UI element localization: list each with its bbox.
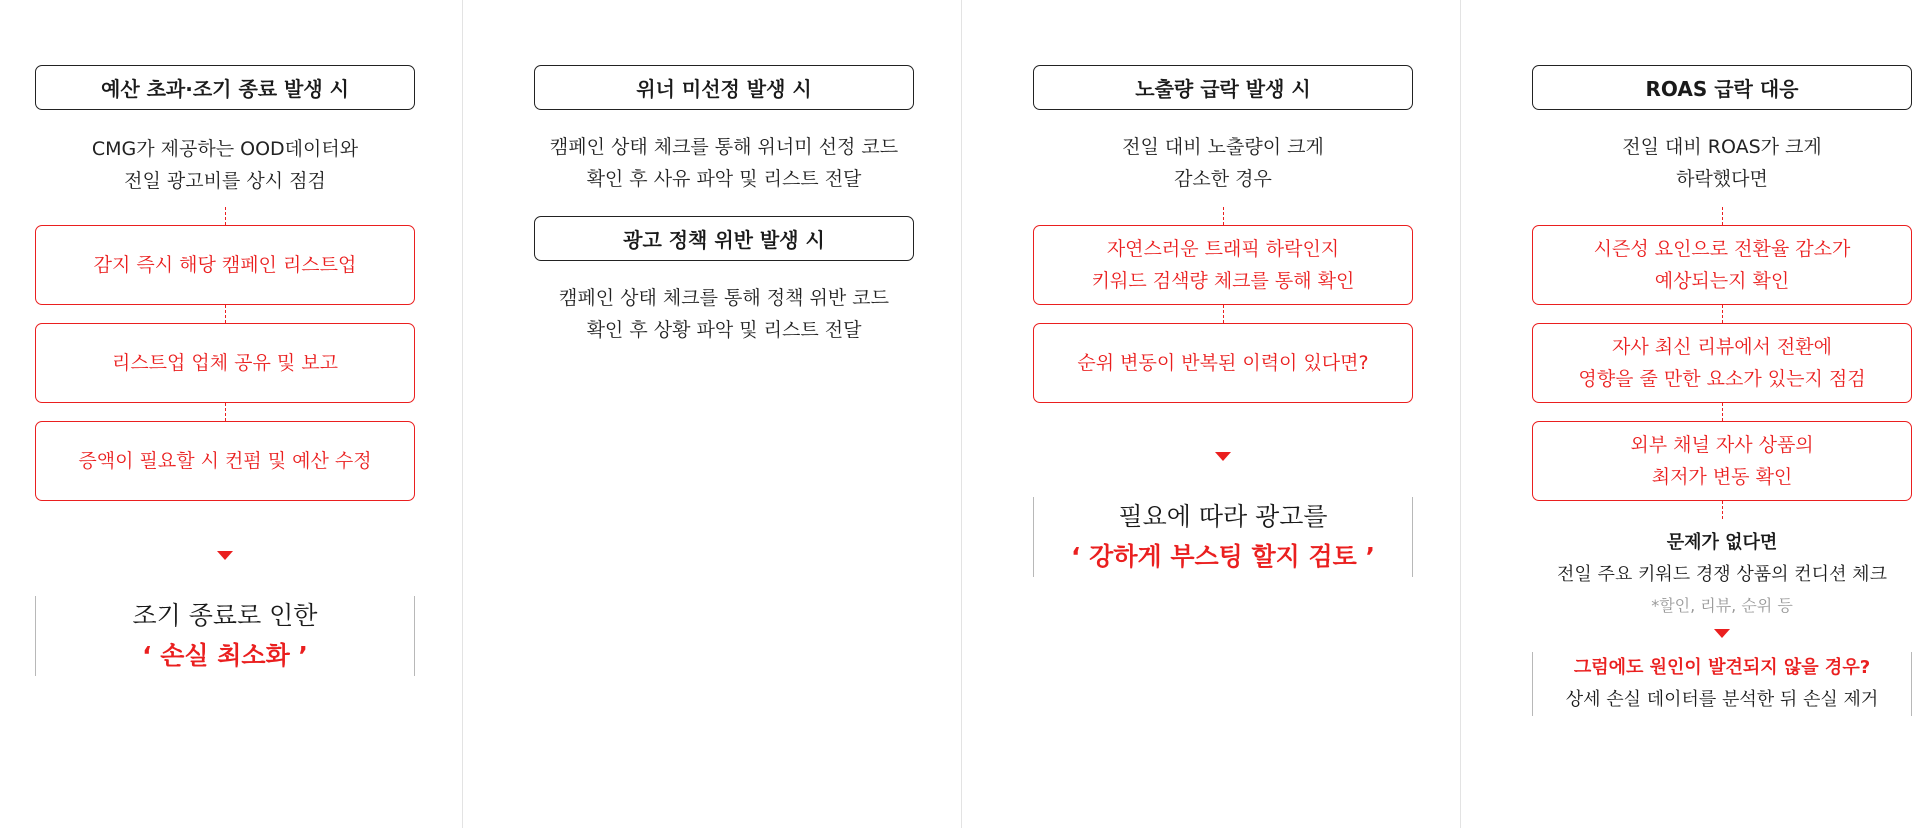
dashed-connector: [1722, 305, 1723, 323]
result-text: 필요에 따라 광고를: [1118, 502, 1328, 531]
dashed-connector: [1722, 501, 1723, 519]
header-policy-violation: 광고 정책 위반 발생 시: [534, 216, 914, 261]
final-title: 그럼에도 원인이 발견되지 않을 경우?: [1573, 657, 1871, 678]
step-box: 시즌성 요인으로 전환율 감소가 예상되는지 확인: [1532, 225, 1912, 305]
dashed-connector: [1722, 403, 1723, 421]
arrow-down-icon: [217, 551, 233, 560]
step-box: 자연스러운 트래픽 하락인지 키워드 검색량 체크를 통해 확인: [1033, 225, 1413, 305]
column-roas-drop: [1472, 0, 1920, 828]
header-winner: 위너 미선정 발생 시: [534, 65, 914, 110]
column-impression-drop: [973, 0, 1473, 828]
column-winner: [474, 0, 974, 828]
final-text: 상세 손실 데이터를 분석한 뒤 손실 제거: [1565, 689, 1879, 710]
header-budget-overrun: 예산 초과·조기 종료 발생 시: [35, 65, 415, 110]
dashed-connector: [1722, 207, 1723, 225]
header-roas-drop: ROAS 급락 대응: [1532, 65, 1912, 110]
header-impression-drop: 노출량 급락 발생 시: [1033, 65, 1413, 110]
result-box: [1033, 497, 1413, 577]
result-highlight: ‘ 강하게 부스팅 할지 검토 ’: [1070, 542, 1375, 571]
arrow-down-icon: [1714, 629, 1730, 638]
check-note: *할인, 리뷰, 순위 등: [1651, 596, 1793, 615]
final-box: [1532, 652, 1912, 716]
result-highlight: ‘ 손실 최소화 ’: [142, 641, 308, 670]
description: CMG가 제공하는 OOD데이터와 전일 광고비를 상시 점검: [91, 138, 359, 192]
check-text: 전일 주요 키워드 경쟁 상품의 컨디션 체크: [1557, 564, 1887, 585]
description: 전일 대비 ROAS가 크게 하락했다면: [1622, 136, 1822, 190]
step-box: 리스트업 업체 공유 및 보고: [35, 323, 415, 403]
step-box: 자사 최신 리뷰에서 전환에 영향을 줄 만한 요소가 있는지 점검: [1532, 323, 1912, 403]
dashed-connector: [225, 207, 226, 225]
dashed-connector: [1223, 305, 1224, 323]
result-text: 조기 종료로 인한: [132, 601, 318, 630]
dashed-connector: [1223, 207, 1224, 225]
dashed-connector: [225, 403, 226, 421]
check-title: 문제가 없다면: [1666, 532, 1778, 553]
step-box: 증액이 필요할 시 컨펌 및 예산 수정: [35, 421, 415, 501]
step-box: 순위 변동이 반복된 이력이 있다면?: [1033, 323, 1413, 403]
description: 캠페인 상태 체크를 통해 정책 위반 코드 확인 후 상황 파악 및 리스트 전달: [559, 287, 889, 341]
description: 전일 대비 노출량이 크게 감소한 경우: [1122, 136, 1324, 190]
step-box: 감지 즉시 해당 캠페인 리스트업: [35, 225, 415, 305]
arrow-down-icon: [1215, 452, 1231, 461]
column-budget-overrun: [0, 0, 475, 828]
step-box: 외부 채널 자사 상품의 최저가 변동 확인: [1532, 421, 1912, 501]
description: 캠페인 상태 체크를 통해 위너미 선정 코드 확인 후 사유 파악 및 리스트 전달: [549, 136, 899, 190]
dashed-connector: [225, 305, 226, 323]
result-box: [35, 596, 415, 676]
